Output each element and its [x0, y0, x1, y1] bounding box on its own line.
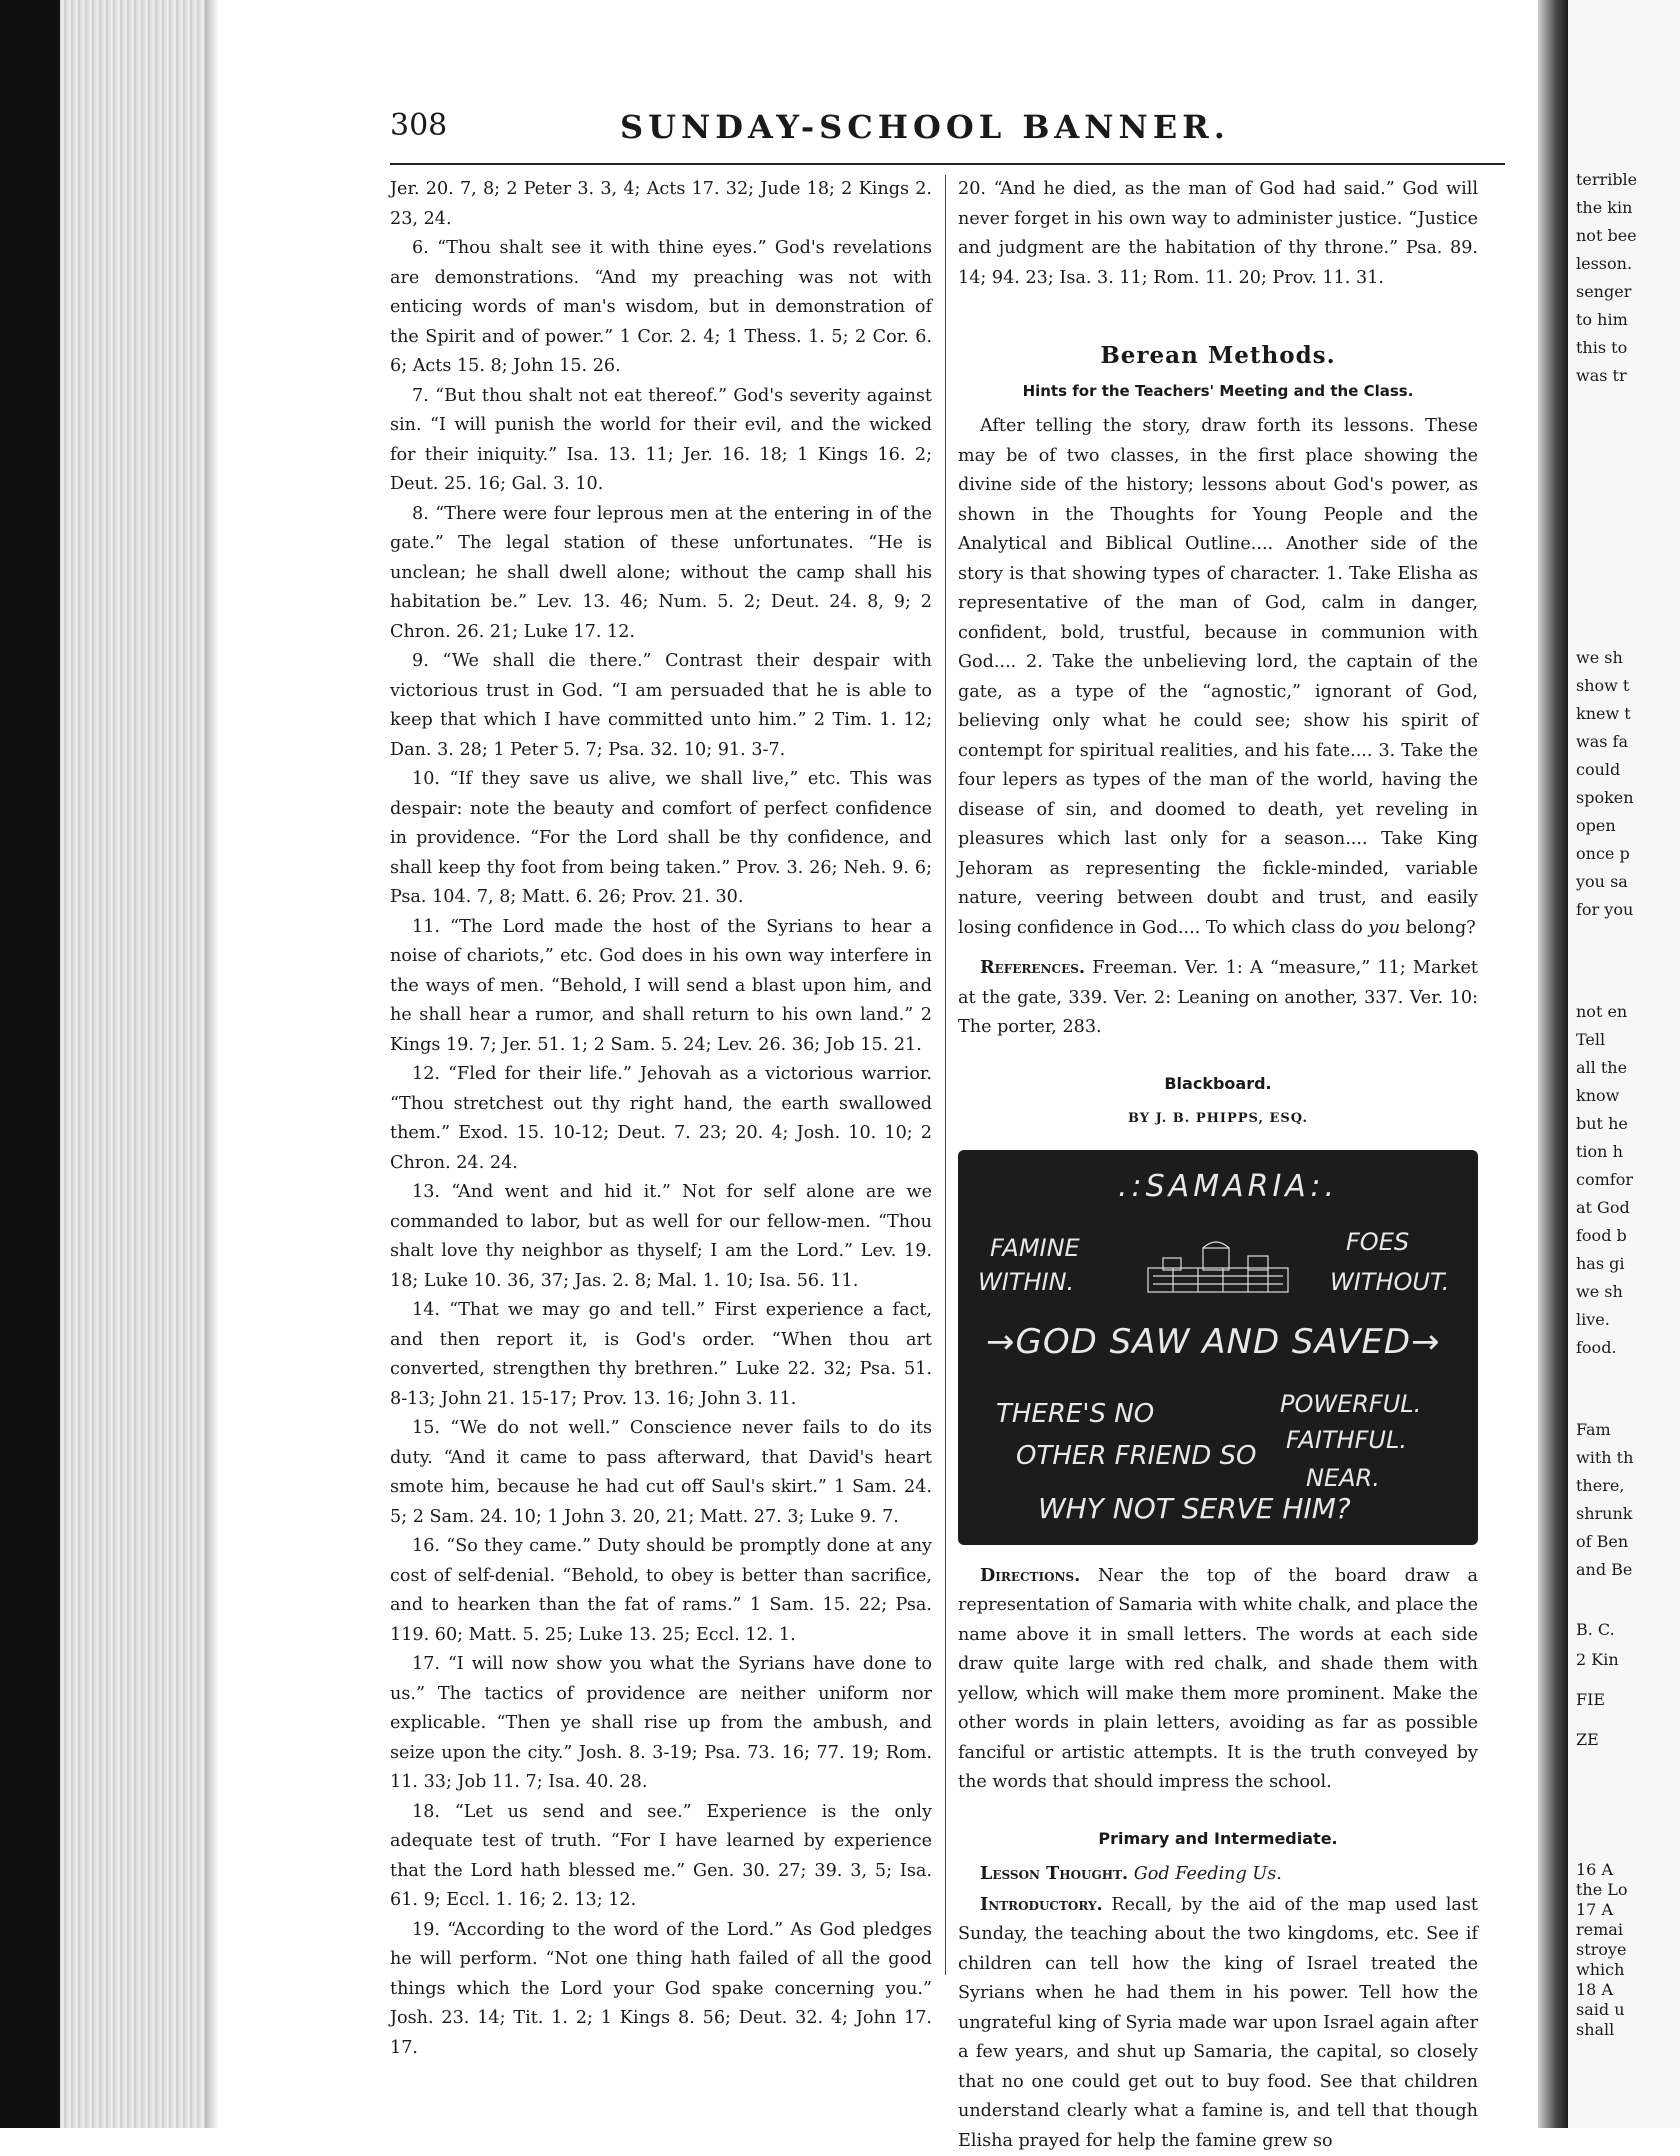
facing-page-line: not bee [1576, 226, 1637, 245]
facing-page-line: B. C. [1576, 1620, 1615, 1639]
facing-page-line: we sh [1576, 648, 1623, 667]
facing-page-line: which [1576, 1960, 1624, 1979]
primary-intermediate-title: Primary and Intermediate. [958, 1824, 1478, 1854]
facing-page-line: lesson. [1576, 254, 1632, 273]
commentary-paragraph: 11. “The Lord made the host of the Syrians to hear a noise of chariots,” etc. God does in his own way interfere in the ways of men. “Behold, I will send a blast upon him, and he shall hear a rumor, and shall return to his own land.” 2 Kings 19. 7; Jer. 51. 1; 2 Sam. 5. 24; Lev. 26. 36; Job 15. 21. [390, 913, 932, 1061]
book-gutter [1538, 0, 1568, 2128]
introductory-paragraph [958, 1890, 1478, 2156]
journal-title: SUNDAY-SCHOOL BANNER. [620, 108, 1230, 146]
page-number: 308 [390, 108, 447, 143]
facing-page-line: stroye [1576, 1940, 1626, 1959]
berean-text-end: belong? [1400, 918, 1476, 938]
book-spine-shadow [0, 0, 60, 2128]
commentary-paragraph: 7. “But thou shalt not eat thereof.” God's severity against sin. “I will punish the world for their evil, and the wicked for their iniquity.” Isa. 13. 11; Jer. 16. 18; 1 Kings 16. 2; Deut. 25. 16; Gal. 3. 10. [390, 382, 932, 500]
facing-page-line: said u [1576, 2000, 1625, 2019]
facing-page-line: could [1576, 760, 1620, 779]
samaria-city-drawing [1143, 1240, 1293, 1295]
facing-page-line: open [1576, 816, 1616, 835]
facing-page-line: food b [1576, 1226, 1627, 1245]
commentary-paragraph: Jer. 20. 7, 8; 2 Peter 3. 3, 4; Acts 17. 32; Jude 18; 2 Kings 2. 23, 24. [390, 175, 932, 234]
facing-page-line: Tell [1576, 1030, 1605, 1049]
directions-paragraph [958, 1561, 1478, 1798]
facing-page-line: this to [1576, 338, 1627, 357]
directions-label: Directions. [980, 1565, 1080, 1586]
commentary-paragraph: 18. “Let us send and see.” Experience is the only adequate test of truth. “For I have learned by experience that the Lord hath blessed me.” Gen. 30. 27; 39. 3, 5; Isa. 61. 9; Eccl. 1. 16; 2. 13; 12. [390, 1798, 932, 1916]
introductory-text: Recall, by the aid of the map used last Sunday, the teaching about the two kingdoms, etc. See if children can tell how the king of Israel treated the Syrians when he had them in his power. Tell how the ungrateful king of Syria made war upon Israel again after a few years, and shut up Samaria, the capital, so closely that no one could get out to buy food. See that children understand clearly what a famine is, and tell that though Elisha prayed for help the famine grew so [958, 1895, 1478, 2151]
facing-page-line: FIE [1576, 1690, 1605, 1709]
facing-page-line: but he [1576, 1114, 1628, 1133]
berean-text-you: you [1368, 918, 1400, 938]
berean-text-body: After telling the story, draw forth its lessons. These may be of two classes, in the first place showing the divine side of the history; lessons about God's power, as shown in the Thoughts for Young People and the Analytical and Biblical Outline.... Another side of the story is that showing types of character. 1. Take Elisha as representative of the man of God, calm in danger, confident, bold, trustful, because in communion with God.... 2. Take the unbelieving lord, the captain of the gate, as a type of the “agnostic,” ignorant of God, believing only what he could see; show his spirit of contempt for spiritual realities, and his fate.... 3. Take the four lepers as types of the man of the world, having the disease of sin, and doomed to death, yet reveling in pleasures which last only for a season.... Take King Jehoram as representing the fickle-minded, variable nature, veering between doubt and trust, and easily losing confidence in God.... To which class do [958, 416, 1478, 938]
facing-page-line: 18 A [1576, 1980, 1613, 1999]
facing-page-line: once p [1576, 844, 1630, 863]
facing-page-line: spoken [1576, 788, 1634, 807]
facing-page-line: at God [1576, 1198, 1630, 1217]
column-rule [945, 175, 946, 1975]
facing-page-line: with th [1576, 1448, 1633, 1467]
facing-page-line: comfor [1576, 1170, 1633, 1189]
commentary-paragraph: 13. “And went and hid it.” Not for self alone are we commanded to labor, but as well for our fellow-men. “Thou shalt love thy neighbor as thyself; I am the Lord.” Lev. 19. 18; Luke 10. 36, 37; Jas. 2. 8; Mal. 1. 10; Isa. 56. 11. [390, 1178, 932, 1296]
board-theres-no: THERE'S NO [996, 1400, 1154, 1430]
facing-page-line: the kin [1576, 198, 1632, 217]
facing-page-line: shall [1576, 2020, 1614, 2039]
blackboard-title: Blackboard. [958, 1069, 1478, 1099]
facing-page-line: to him [1576, 310, 1628, 329]
commentary-paragraph: 6. “Thou shalt see it with thine eyes.” God's revelations are demonstrations. “And my preaching was not with enticing words of man's wisdom, but in demonstration of the Spirit and of power.” 1 Cor. 2. 4; 1 Thess. 1. 5; 2 Cor. 6. 6; Acts 15. 8; John 15. 26. [390, 234, 932, 382]
commentary-paragraph: 10. “If they save us alive, we shall live,” etc. This was despair: note the beauty and comfort of perfect confidence in providence. “For the Lord shall be thy confidence, and shall keep thy foot from being taken.” Prov. 3. 26; Neh. 9. 6; Psa. 104. 7, 8; Matt. 6. 26; Prov. 21. 30. [390, 765, 932, 913]
commentary-item-20: 20. “And he died, as the man of God had said.” God will never forget in his own way to administer justice. “Justice and judgment are the habitation of thy throne.” Psa. 89. 14; 94. 23; Isa. 3. 11; Rom. 11. 20; Prov. 11. 31. [958, 175, 1478, 293]
facing-page-line: 17 A [1576, 1900, 1613, 1919]
right-column [958, 175, 1478, 2156]
facing-page-line: and Be [1576, 1560, 1632, 1579]
blackboard-byline: BY J. B. PHIPPS, ESQ. [958, 1104, 1478, 1134]
facing-page-line: was fa [1576, 732, 1628, 751]
berean-methods-subtitle: Hints for the Teachers' Meeting and the Class. [958, 377, 1478, 407]
board-main-line: →GOD SAW AND SAVED→ [986, 1328, 1441, 1358]
facing-page-line: Fam [1576, 1420, 1611, 1439]
commentary-paragraph: 16. “So they came.” Duty should be promptly done at any cost of self-denial. “Behold, to obey is better than sacrifice, and to hearken than the fat of rams.” 1 Sam. 15. 22; Psa. 119. 60; Matt. 5. 25; Luke 13. 25; Eccl. 12. 1. [390, 1532, 932, 1650]
facing-page-line: 2 Kin [1576, 1650, 1619, 1669]
directions-text: Near the top of the board draw a representation of Samaria with white chalk, and place the name above it in small letters. The words at each side draw quite large with red chalk, and shade them with yellow, which will make them more prominent. Make the other words in plain letters, avoiding as far as possible fanciful or artistic attempts. It is the truth conveyed by the words that should impress the school. [958, 1566, 1478, 1793]
lesson-thought-text: God Feeding Us. [1134, 1864, 1282, 1884]
board-within: WITHIN. [978, 1268, 1074, 1298]
left-column [390, 175, 932, 2063]
facing-page-line: shrunk [1576, 1504, 1632, 1523]
running-head [390, 108, 1510, 158]
facing-page-line: show t [1576, 676, 1629, 695]
board-famine: FAMINE [990, 1234, 1080, 1264]
facing-page-line: all the [1576, 1058, 1627, 1077]
page-edge-shadow [205, 0, 219, 2128]
facing-page-line: we sh [1576, 1282, 1623, 1301]
facing-page-line: ZE [1576, 1730, 1599, 1749]
facing-page-line: not en [1576, 1002, 1627, 1021]
header-rule [390, 163, 1505, 165]
board-near: NEAR. [1306, 1464, 1380, 1494]
facing-page-line: knew t [1576, 704, 1631, 723]
facing-page-line: senger [1576, 282, 1631, 301]
lesson-thought-label: Lesson Thought. [980, 1863, 1128, 1884]
facing-page-line: food. [1576, 1338, 1617, 1357]
facing-page-line: know [1576, 1086, 1619, 1105]
blackboard-illustration [958, 1150, 1478, 1545]
berean-methods-title: Berean Methods. [958, 341, 1478, 371]
facing-page-line: you sa [1576, 872, 1628, 891]
page-stack-edge [60, 0, 215, 2128]
board-other-friend: OTHER FRIEND SO [1016, 1442, 1256, 1472]
commentary-paragraph: 12. “Fled for their life.” Jehovah as a victorious warrior. “Thou stretchest out thy right hand, the earth swallowed them.” Exod. 15. 10-12; Deut. 7. 23; 20. 4; Josh. 10. 10; 2 Chron. 24. 24. [390, 1060, 932, 1178]
facing-page-line: was tr [1576, 366, 1627, 385]
commentary-paragraph: 9. “We shall die there.” Contrast their despair with victorious trust in God. “I am persuaded that he is able to keep that which I have committed unto him.” 2 Tim. 1. 12; Dan. 3. 28; 1 Peter 5. 7; Psa. 32. 10; 91. 3-7. [390, 647, 932, 765]
commentary-paragraph: 8. “There were four leprous men at the entering in of the gate.” The legal station of these unfortunates. “He is unclean; he shall dwell alone; without the camp shall his habitation be.” Lev. 13. 46; Num. 5. 2; Deut. 24. 8, 9; 2 Chron. 26. 21; Luke 17. 12. [390, 500, 932, 648]
board-why-not-serve: WHY NOT SERVE HIM? [1038, 1494, 1351, 1524]
facing-page-line: terrible [1576, 170, 1637, 189]
board-faithful: FAITHFUL. [1286, 1426, 1407, 1456]
facing-page-line: there, [1576, 1476, 1624, 1495]
introductory-label: Introductory. [980, 1894, 1103, 1915]
facing-page-line: the Lo [1576, 1880, 1628, 1899]
facing-page-fragment [1568, 0, 1680, 2128]
board-foes: FOES [1346, 1228, 1409, 1258]
facing-page-line: remai [1576, 1920, 1623, 1939]
facing-page-line: 16 A [1576, 1860, 1613, 1879]
facing-page-line: live. [1576, 1310, 1610, 1329]
references-paragraph [958, 953, 1478, 1043]
facing-page-line: of Ben [1576, 1532, 1628, 1551]
commentary-paragraph: 19. “According to the word of the Lord.” As God pledges he will perform. “Not one thing hath failed of all the good things which the Lord your God spake concerning you.” Josh. 23. 14; Tit. 1. 2; 1 Kings 8. 56; Deut. 32. 4; John 17. 17. [390, 1916, 932, 2064]
facing-page-line: has gi [1576, 1254, 1625, 1273]
facing-page-line: tion h [1576, 1142, 1623, 1161]
board-title: .:SAMARIA:. [1118, 1172, 1338, 1202]
references-text: Freeman. Ver. 1: A “measure,” 11; Market at the gate, 339. Ver. 2: Leaning on another, 337. Ver. 10: The porter, 283. [958, 958, 1478, 1037]
commentary-paragraph: 14. “That we may go and tell.” First experience a fact, and then report it, is God's order. “When thou art converted, strengthen thy brethren.” Luke 22. 32; Psa. 51. 8-13; John 21. 15-17; Prov. 13. 16; John 3. 11. [390, 1296, 932, 1414]
lesson-thought-paragraph [958, 1859, 1478, 1890]
board-without: WITHOUT. [1330, 1268, 1449, 1298]
commentary-paragraph: 17. “I will now show you what the Syrians have done to us.” The tactics of providence are neither uniform nor explicable. “Then ye shall rise up from the ambush, and seize upon the city.” Josh. 8. 3-19; Psa. 73. 16; 77. 19; Rom. 11. 33; Job 11. 7; Isa. 40. 28. [390, 1650, 932, 1798]
board-powerful: POWERFUL. [1280, 1390, 1421, 1420]
references-label: References. [980, 957, 1085, 978]
berean-methods-text [958, 412, 1478, 943]
commentary-paragraph: 15. “We do not well.” Conscience never fails to do its duty. “And it came to pass afterward, that David's heart smote him, because he had cut off Saul's skirt.” 1 Sam. 24. 5; 2 Sam. 24. 10; 1 John 3. 20, 21; Matt. 27. 3; Luke 9. 7. [390, 1414, 932, 1532]
facing-page-line: for you [1576, 900, 1633, 919]
